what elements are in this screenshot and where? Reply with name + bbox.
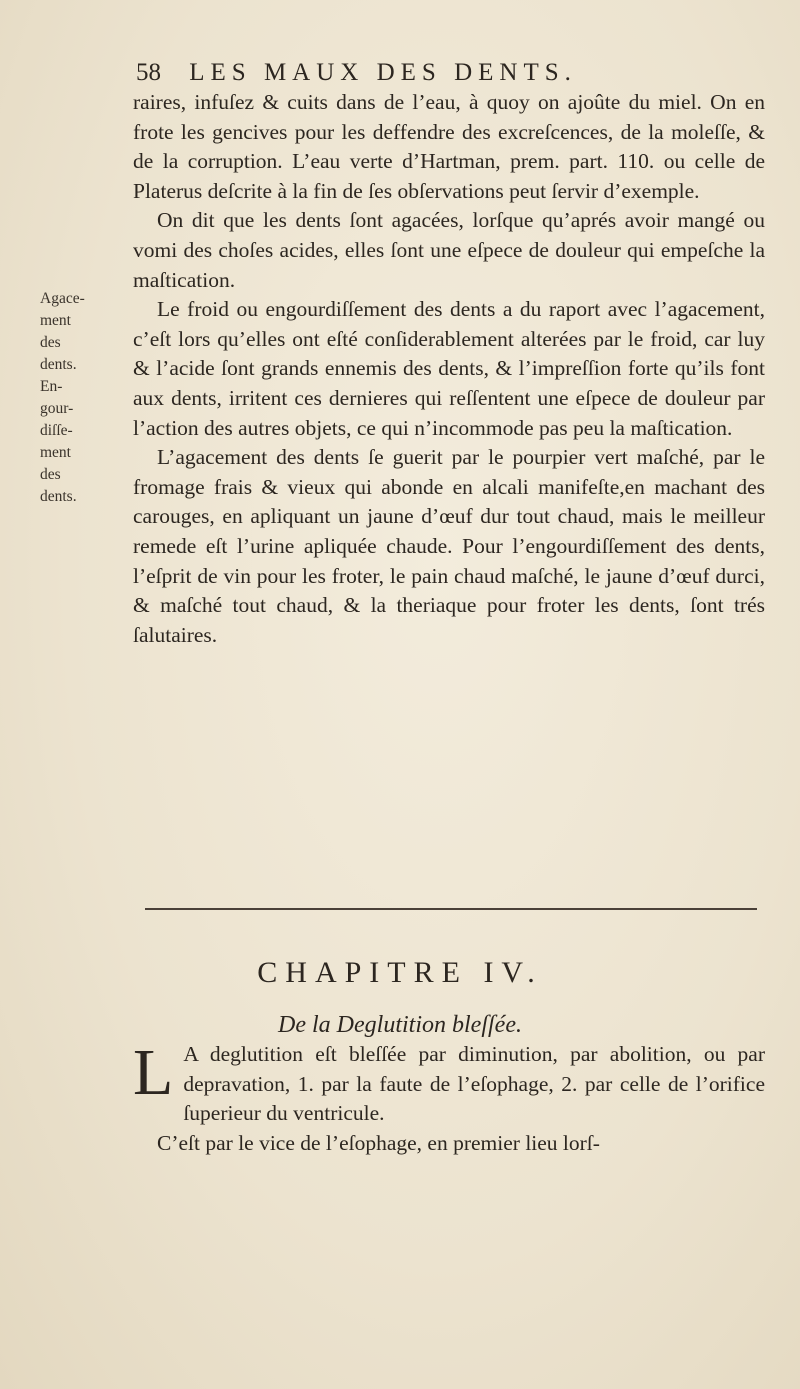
chapter-title: CHAPITRE IV.: [257, 956, 543, 989]
margin-note: [40, 288, 128, 508]
page-number: 58: [136, 59, 161, 86]
running-title: LES MAUX DES DENTS.: [189, 59, 577, 86]
paragraph: raires, infuſez & cuits dans de l’eau, à quoy on ajoûte du miel. On en frote les gencives pour les deffendre des excreſcences, de la moleſſe, & de la corruption. L’eau verte d’Hartman, prem. part. 110. ou celle de Platerus deſcrite à la fin de ſes obſervations peut ſervir d’exemple.: [133, 90, 765, 203]
paragraph: On dit que les dents ſont agacées, lorſque qu’aprés avoir mangé ou vomi des choſes acides, elles ſont une eſpece de douleur qui empeſche la maſtication.: [133, 208, 765, 292]
paragraph: Le froid ou engourdiſſement des dents a du raport avec l’agacement, c’eſt lors qu’elles ont eſté conſiderablement alterées par le froid, car luy & l’acide ſont grands ennemis des dents, & l’impreſſion forte qu’ils font aux dents, irritent ces dernieres qui reſſentent une eſpece de douleur par l’action des autres objets, ce qui n’incommode pas peu la maſtication.: [133, 297, 765, 440]
drop-cap: L: [133, 1036, 174, 1109]
running-header: [136, 58, 736, 88]
chapter-subtitle: De la Deglutition bleſſée.: [278, 1012, 522, 1038]
chapter-paragraph: [133, 1036, 765, 1129]
chapter-paragraph: C’eſt par le vice de l’eſophage, en premier lieu lorſ-: [157, 1130, 600, 1155]
margin-note-text: Agace- ment des dents. En- gour- diſſe- ment des dents.: [40, 290, 85, 505]
chapter-text: [133, 1036, 765, 1158]
chapter-paragraph-text: A deglutition eſt bleſſée par diminution, par abolition, ou par depravation, 1. par la faute de l’eſophage, 2. par celle de l’orifice ſuperieur du ventricule.: [183, 1042, 765, 1126]
body-text: [133, 88, 765, 650]
paragraph: L’agacement des dents ſe guerit par le pourpier vert maſché, par le fromage frais & vieux qui abonde en alcali manifeſte,en machant des carouges, en apliquant un jaune d’œuf dur tout chaud, mais le meilleur remede eſt l’urine apliquée chaude. Pour l’engourdiſſement des dents, l’eſprit de vin pour les froter, le pain chaud maſché, le jaune d’œuf durci, & maſché tout chaud, & la theriaque pour froter les dents, ſont trés ſalutaires.: [133, 445, 765, 647]
section-divider: [145, 908, 757, 910]
